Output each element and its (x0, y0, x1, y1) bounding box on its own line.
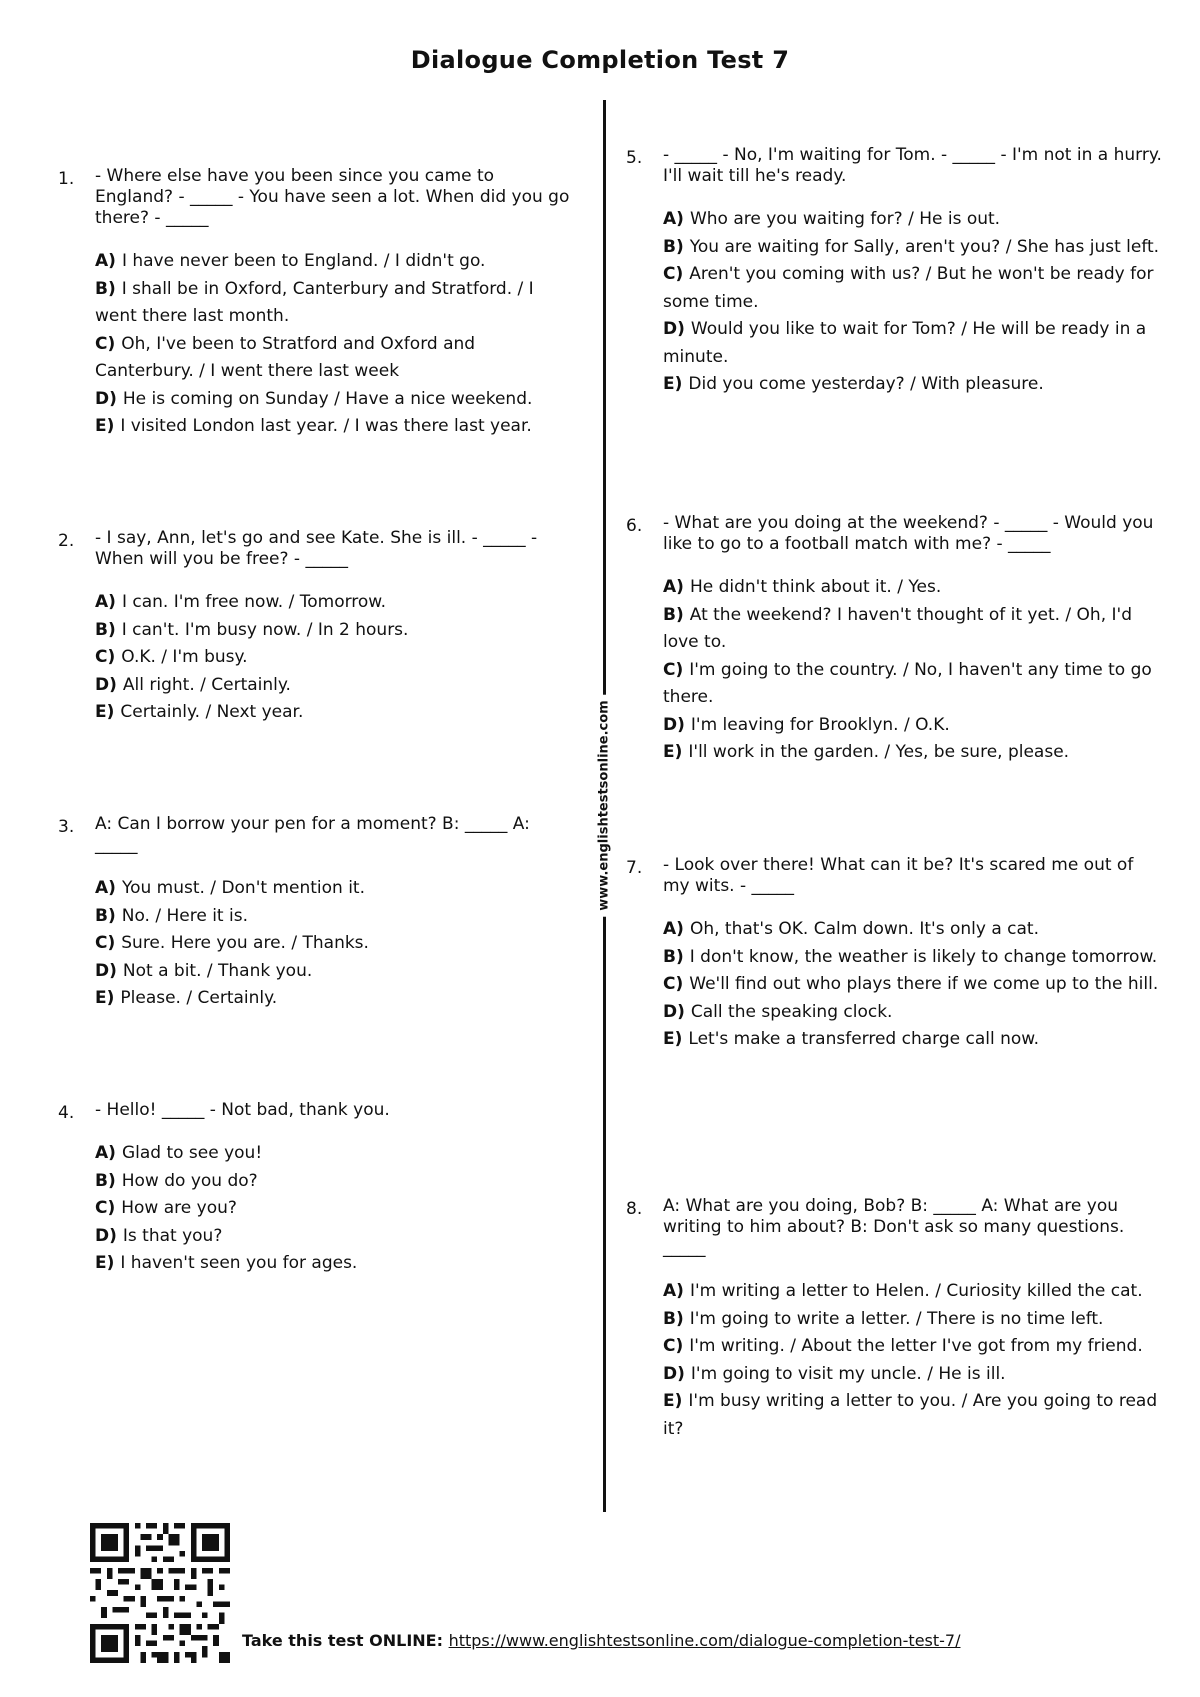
option-text: I visited London last year. / I was there last year. (120, 416, 532, 436)
option-a[interactable] (95, 875, 577, 903)
option-letter: B) (95, 619, 116, 640)
option-c[interactable] (95, 930, 577, 958)
option-e[interactable] (95, 413, 577, 441)
option-e[interactable] (663, 1026, 1163, 1054)
option-letter: A) (663, 1281, 684, 1301)
option-text: How are you? (121, 1198, 237, 1218)
option-text: I'm writing a letter to Helen. / Curiosity killed the cat. (689, 1281, 1143, 1301)
footer (242, 1631, 961, 1650)
option-letter: A) (663, 577, 684, 597)
question-prompt: A: What are you doing, Bob? B: _____ A: What are you writing to him about? B: Don't ask so many questions. _____ (663, 1196, 1125, 1258)
option-text: I'll work in the garden. / Yes, be sure, please. (688, 742, 1070, 762)
option-e[interactable] (95, 1250, 577, 1278)
option-letter: E) (95, 416, 115, 436)
qr-code-icon[interactable] (90, 1523, 230, 1663)
option-letter: C) (663, 659, 684, 680)
option-letter: A) (663, 209, 684, 229)
options-list (663, 206, 1163, 399)
option-c[interactable] (95, 331, 577, 386)
question-prompt: - _____ - No, I'm waiting for Tom. - _____ - I'm not in a hurry. I'll wait till he's ready. (663, 145, 1162, 186)
option-text: Aren't you coming with us? / But he won't be ready for some time. (663, 264, 1154, 312)
option-letter: E) (663, 1391, 683, 1411)
option-d[interactable] (95, 386, 577, 414)
question-prompt: - I say, Ann, let's go and see Kate. She is ill. - _____ - When will you be free? - _____ (95, 528, 538, 569)
option-text: All right. / Certainly. (122, 674, 291, 695)
option-letter: B) (95, 905, 116, 926)
option-text: Let's make a transferred charge call now. (688, 1029, 1040, 1049)
option-letter: E) (95, 1253, 115, 1273)
option-letter: E) (663, 742, 683, 762)
option-c[interactable] (95, 644, 577, 672)
options-list (663, 1278, 1163, 1443)
option-a[interactable] (663, 1278, 1163, 1306)
option-text: Who are you waiting for? / He is out. (689, 209, 1001, 229)
option-text: I have never been to England. / I didn't go. (121, 251, 486, 271)
option-letter: A) (95, 1143, 116, 1163)
option-c[interactable] (663, 1333, 1163, 1361)
option-a[interactable] (663, 574, 1163, 602)
option-letter: D) (663, 319, 685, 339)
option-b[interactable] (95, 276, 577, 331)
option-c[interactable] (663, 971, 1163, 999)
option-b[interactable] (663, 944, 1163, 972)
option-b[interactable] (95, 903, 577, 931)
option-letter: D) (95, 960, 117, 981)
options-list (95, 875, 577, 1013)
option-letter: B) (95, 278, 116, 299)
option-text: Call the speaking clock. (690, 1001, 893, 1022)
option-text: I'm writing. / About the letter I've got from my friend. (689, 1336, 1143, 1356)
option-letter: B) (663, 604, 684, 625)
option-letter: D) (95, 1225, 117, 1246)
options-list (663, 574, 1163, 767)
option-e[interactable] (95, 985, 577, 1013)
option-text: I'm busy writing a letter to you. / Are you going to read it? (663, 1391, 1158, 1439)
option-letter: D) (95, 388, 117, 409)
option-text: Would you like to wait for Tom? / He will be ready in a minute. (663, 319, 1147, 367)
options-list (95, 248, 577, 441)
question-number: 8. (626, 1199, 643, 1219)
option-text: You are waiting for Sally, aren't you? / She has just left. (689, 236, 1160, 257)
option-letter: B) (663, 236, 684, 257)
option-text: I haven't seen you for ages. (120, 1253, 358, 1273)
question-prompt: - What are you doing at the weekend? - _____ - Would you like to go to a football match with me? - _____ (663, 513, 1154, 554)
option-letter: E) (95, 702, 115, 722)
side-url-text: www.englishtestsonline.com (593, 694, 616, 916)
option-text: Oh, I've been to Stratford and Oxford and Canterbury. / I went there last week (95, 333, 476, 381)
option-letter: A) (95, 592, 116, 612)
option-d[interactable] (663, 712, 1163, 740)
option-text: I'm going to visit my uncle. / He is ill. (690, 1363, 1006, 1384)
option-b[interactable] (663, 602, 1163, 657)
option-d[interactable] (663, 316, 1163, 371)
option-text: Oh, that's OK. Calm down. It's only a cat. (689, 919, 1039, 939)
option-text: You must. / Don't mention it. (121, 878, 366, 898)
option-letter: A) (95, 251, 116, 271)
option-a[interactable] (95, 589, 577, 617)
option-text: No. / Here it is. (121, 905, 248, 926)
option-letter: A) (95, 878, 116, 898)
options-list (663, 916, 1163, 1054)
option-b[interactable] (663, 1306, 1163, 1334)
option-letter: D) (663, 1363, 685, 1384)
option-text: I'm going to the country. / No, I haven't any time to go there. (663, 659, 1152, 707)
question-2 (58, 528, 577, 727)
options-list (95, 589, 577, 727)
option-d[interactable] (663, 1361, 1163, 1389)
option-text: O.K. / I'm busy. (121, 647, 248, 667)
question-8 (626, 1196, 1163, 1443)
option-letter: C) (95, 933, 116, 953)
option-b[interactable] (95, 617, 577, 645)
question-4 (58, 1100, 577, 1278)
option-text: Not a bit. / Thank you. (122, 960, 313, 981)
option-e[interactable] (663, 739, 1163, 767)
option-letter: A) (663, 919, 684, 939)
option-letter: E) (95, 988, 115, 1008)
option-b[interactable] (95, 1168, 577, 1196)
option-e[interactable] (95, 699, 577, 727)
option-text: Glad to see you! (121, 1143, 263, 1163)
option-letter: E) (663, 1029, 683, 1049)
option-text: I don't know, the weather is likely to change tomorrow. (689, 946, 1158, 967)
option-text: Certainly. / Next year. (120, 702, 304, 722)
option-letter: C) (663, 264, 684, 284)
option-text: Is that you? (122, 1225, 223, 1246)
question-1 (58, 166, 577, 441)
option-letter: C) (95, 333, 116, 354)
option-text: At the weekend? I haven't thought of it yet. / Oh, I'd love to. (663, 604, 1132, 652)
options-list (95, 1140, 577, 1278)
option-text: I shall be in Oxford, Canterbury and Stratford. / I went there last month. (95, 278, 534, 326)
option-e[interactable] (663, 371, 1163, 399)
question-prompt: - Hello! _____ - Not bad, thank you. (95, 1100, 390, 1120)
option-text: We'll find out who plays there if we come up to the hill. (689, 974, 1159, 994)
option-c[interactable] (663, 657, 1163, 712)
question-number: 3. (58, 817, 75, 837)
question-3 (58, 814, 577, 1013)
option-letter: D) (95, 674, 117, 695)
question-number: 5. (626, 148, 643, 168)
question-number: 2. (58, 531, 75, 551)
option-letter: B) (663, 1308, 684, 1329)
option-letter: B) (663, 946, 684, 967)
option-text: I'm leaving for Brooklyn. / O.K. (690, 714, 950, 735)
option-b[interactable] (663, 234, 1163, 262)
option-letter: C) (95, 1198, 116, 1218)
side-watermark (589, 690, 619, 920)
option-e[interactable] (663, 1388, 1163, 1443)
footer-label: Take this test ONLINE: (242, 1631, 443, 1650)
question-number: 7. (626, 858, 643, 878)
option-text: I'm going to write a letter. / There is no time left. (689, 1308, 1104, 1329)
question-prompt: - Look over there! What can it be? It's scared me out of my wits. - _____ (663, 855, 1134, 896)
question-7 (626, 855, 1163, 1054)
option-text: I can. I'm free now. / Tomorrow. (121, 592, 387, 612)
question-prompt: - Where else have you been since you came to England? - _____ - You have seen a lot. When did you go there? - _____ (95, 166, 570, 228)
option-letter: D) (663, 714, 685, 735)
question-number: 6. (626, 516, 643, 536)
question-number: 1. (58, 169, 75, 189)
option-letter: E) (663, 374, 683, 394)
option-d[interactable] (95, 958, 577, 986)
option-a[interactable] (95, 1140, 577, 1168)
option-text: He is coming on Sunday / Have a nice weekend. (122, 388, 533, 409)
question-number: 4. (58, 1103, 75, 1123)
option-text: I can't. I'm busy now. / In 2 hours. (121, 619, 409, 640)
option-d[interactable] (95, 1223, 577, 1251)
option-c[interactable] (663, 261, 1163, 316)
option-c[interactable] (95, 1195, 577, 1223)
option-a[interactable] (95, 248, 577, 276)
option-letter: C) (663, 1336, 684, 1356)
option-text: Sure. Here you are. / Thanks. (121, 933, 369, 953)
option-text: He didn't think about it. / Yes. (689, 577, 942, 597)
option-d[interactable] (663, 999, 1163, 1027)
question-prompt: A: Can I borrow your pen for a moment? B: _____ A: _____ (95, 814, 530, 855)
option-a[interactable] (663, 206, 1163, 234)
question-5 (626, 145, 1163, 399)
page-title: Dialogue Completion Test 7 (410, 46, 790, 74)
option-a[interactable] (663, 916, 1163, 944)
option-letter: C) (663, 974, 684, 994)
option-text: How do you do? (121, 1170, 258, 1191)
question-6 (626, 513, 1163, 767)
option-text: Did you come yesterday? / With pleasure. (688, 374, 1044, 394)
option-d[interactable] (95, 672, 577, 700)
test-online-link[interactable]: https://www.englishtestsonline.com/dialogue-completion-test-7/ (448, 1631, 961, 1650)
option-letter: B) (95, 1170, 116, 1191)
option-letter: D) (663, 1001, 685, 1022)
option-letter: C) (95, 647, 116, 667)
option-text: Please. / Certainly. (120, 988, 278, 1008)
